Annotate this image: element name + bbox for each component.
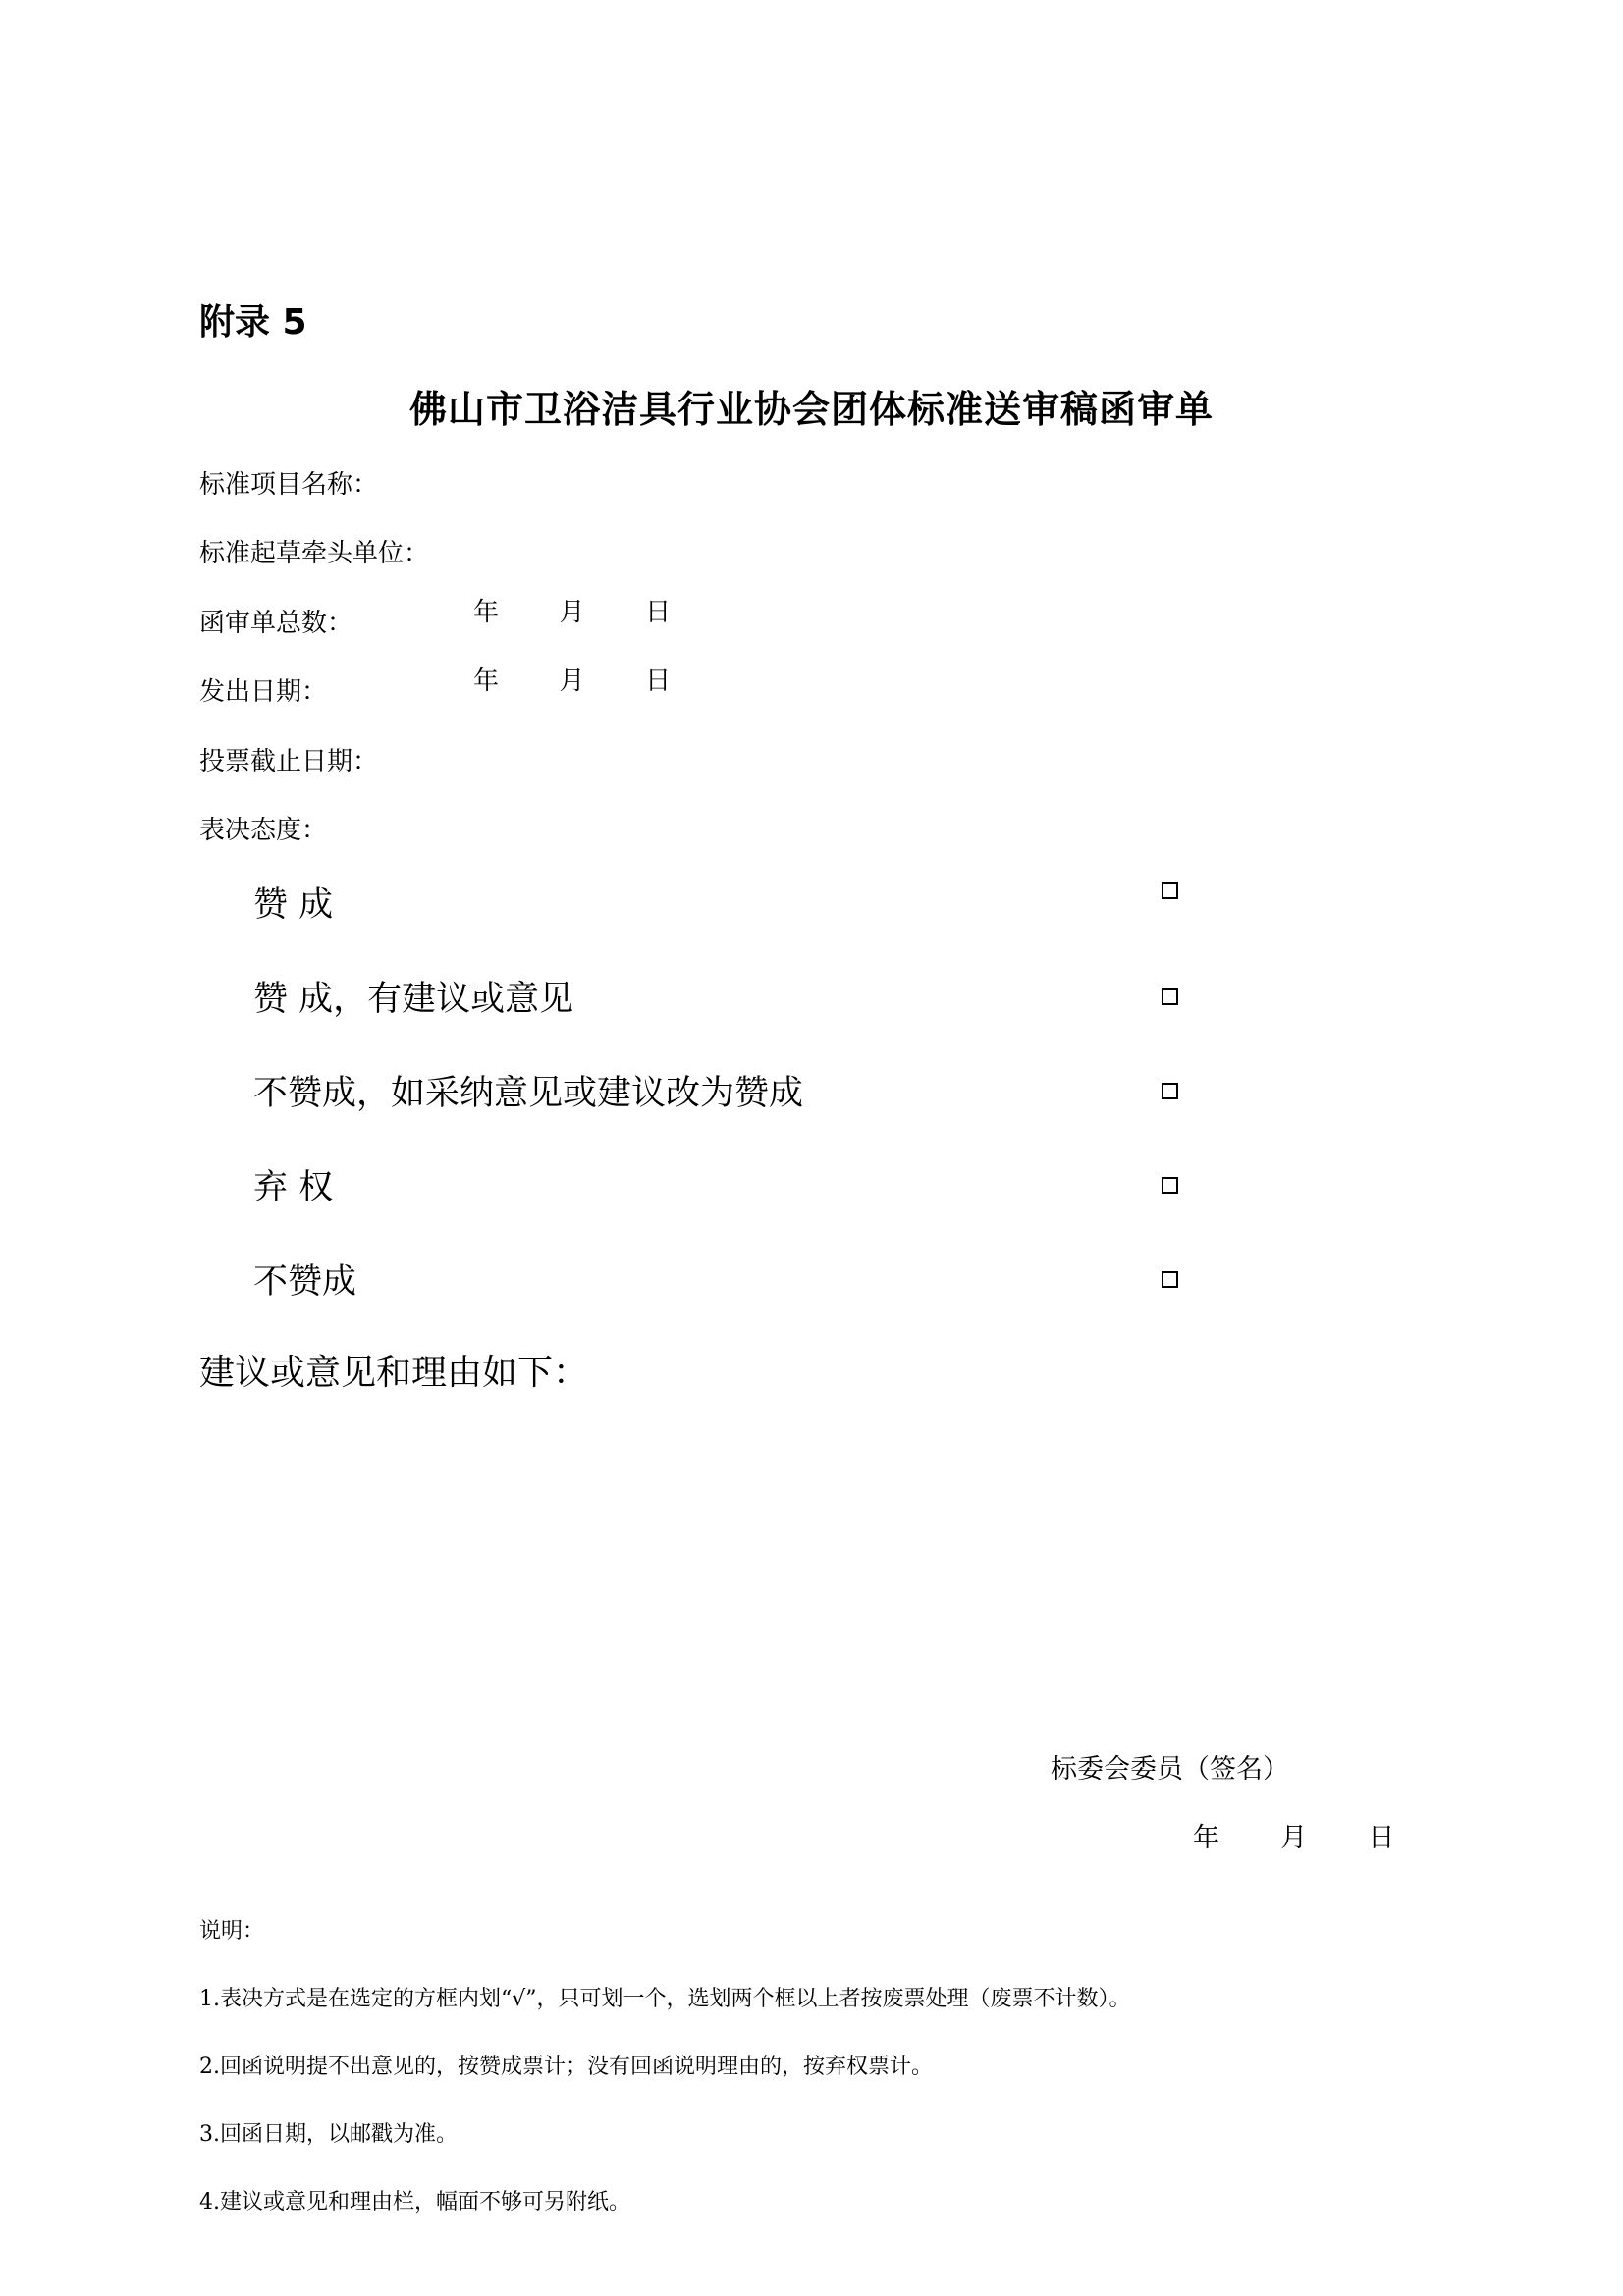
date-row-2	[473, 661, 671, 697]
day-unit: 日	[645, 667, 672, 696]
day-unit: 日	[1368, 1823, 1395, 1853]
issue-date-label: 发出日期：	[199, 677, 328, 707]
appendix-label: 附录 5	[199, 302, 307, 343]
option-abstain: 弃 权	[253, 1168, 334, 1207]
checkbox-disapprove[interactable]	[1162, 1271, 1178, 1288]
attitude-label: 表决态度：	[199, 816, 328, 845]
opinion-label: 建议或意见和理由如下：	[199, 1353, 589, 1393]
note-item: 4.建议或意见和理由栏，幅面不够可另附纸。	[199, 2190, 630, 2215]
note-item: 1.表决方式是在选定的方框内划“√”，只可划一个，选划两个框以上者按废票处理（废票不计数）。	[199, 1987, 1131, 2011]
month-unit: 月	[559, 667, 585, 696]
page-title: 佛山市卫浴洁具行业协会团体标准送审稿函审单	[408, 388, 1214, 431]
note-item: 3.回函日期，以邮戳为准。	[199, 2122, 458, 2147]
option-disapprove-conditional: 不赞成，如采纳意见或建议改为赞成	[253, 1074, 804, 1113]
option-approve-with-comments: 赞 成，有建议或意见	[253, 980, 574, 1019]
day-unit: 日	[645, 598, 672, 627]
checkbox-approve[interactable]	[1162, 882, 1178, 899]
checkbox-disapprove-conditional[interactable]	[1162, 1083, 1178, 1099]
month-unit: 月	[559, 598, 585, 627]
option-approve: 赞 成	[253, 885, 334, 925]
option-disapprove: 不赞成	[253, 1262, 357, 1302]
date-row-1	[473, 592, 671, 628]
signature-label: 标委会委员（签名）	[1051, 1754, 1289, 1785]
deadline-label: 投票截止日期：	[199, 747, 379, 776]
drafting-unit-label: 标准起草牵头单位：	[199, 539, 430, 568]
project-name-label: 标准项目名称：	[199, 470, 379, 500]
notes-heading: 说明：	[199, 1919, 265, 1944]
year-unit: 年	[473, 598, 500, 627]
year-unit: 年	[1193, 1823, 1219, 1853]
total-count-label: 函审单总数：	[199, 609, 353, 638]
note-item: 2.回函说明提不出意见的，按赞成票计；没有回函说明理由的，按弃权票计。	[199, 2055, 933, 2079]
year-unit: 年	[473, 667, 500, 696]
month-unit: 月	[1280, 1823, 1308, 1853]
checkbox-approve-with-comments[interactable]	[1162, 988, 1178, 1005]
checkbox-abstain[interactable]	[1162, 1177, 1178, 1194]
signature-date	[1193, 1816, 1394, 1854]
